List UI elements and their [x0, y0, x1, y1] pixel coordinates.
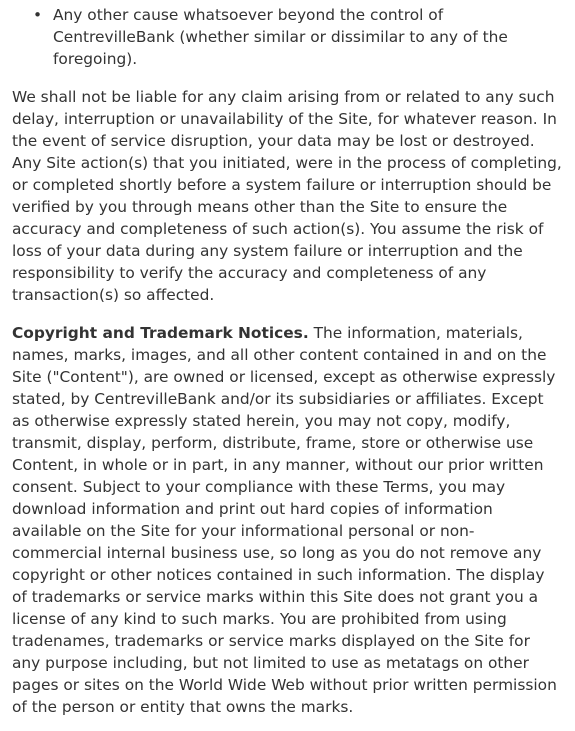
list-item	[33, 4, 563, 70]
bullet-dot-icon: •	[33, 6, 43, 24]
copyright-heading: Copyright and Trademark Notices.	[12, 324, 309, 342]
copyright-paragraph	[12, 322, 563, 718]
copyright-body: The information, materials, names, marks, images, and all other content contained in and on the Site ("Content"), are owned or licensed, except as otherwise expressly stated, by CentrevilleBank and/or its subsidiaries or affiliates. Except as otherwise expressly stated herein, you may not copy, modify, transmit, display, perform, distribute, frame, store or otherwise use Content, in whole or in part, in any manner, without our prior written consent. Subject to your compliance with these Terms, you may download information and print out hard copies of information available on the Site for your informational personal or non-commercial internal business use, so long as you do not remove any copyright or other notices contained in such information. The display of trademarks or service marks within this Site does not grant you a license of any kind to such marks. You are prohibited from using tradenames, trademarks or service marks displayed on the Site for any purpose including, but not limited to use as metatags on other pages or sites on the World Wide Web without prior written permission of the person or entity that owns the marks.	[12, 324, 557, 716]
list-item-text: Any other cause whatsoever beyond the control of CentrevilleBank (whether similar or dissimilar to any of the foregoing).	[53, 6, 508, 68]
liability-paragraph: We shall not be liable for any claim arising from or related to any such delay, interruption or unavailability of the Site, for whatever reason. In the event of service disruption, your data may be lost or destroyed. Any Site action(s) that you initiated, were in the process of completing, or completed shortly before a system failure or interruption should be verified by you through means other than the Site to ensure the accuracy and completeness of such action(s). You assume the risk of loss of your data during any system failure or interruption and the responsibility to verify the accuracy and completeness of any transaction(s) so affected.	[12, 88, 562, 304]
bullet-list	[12, 4, 563, 70]
